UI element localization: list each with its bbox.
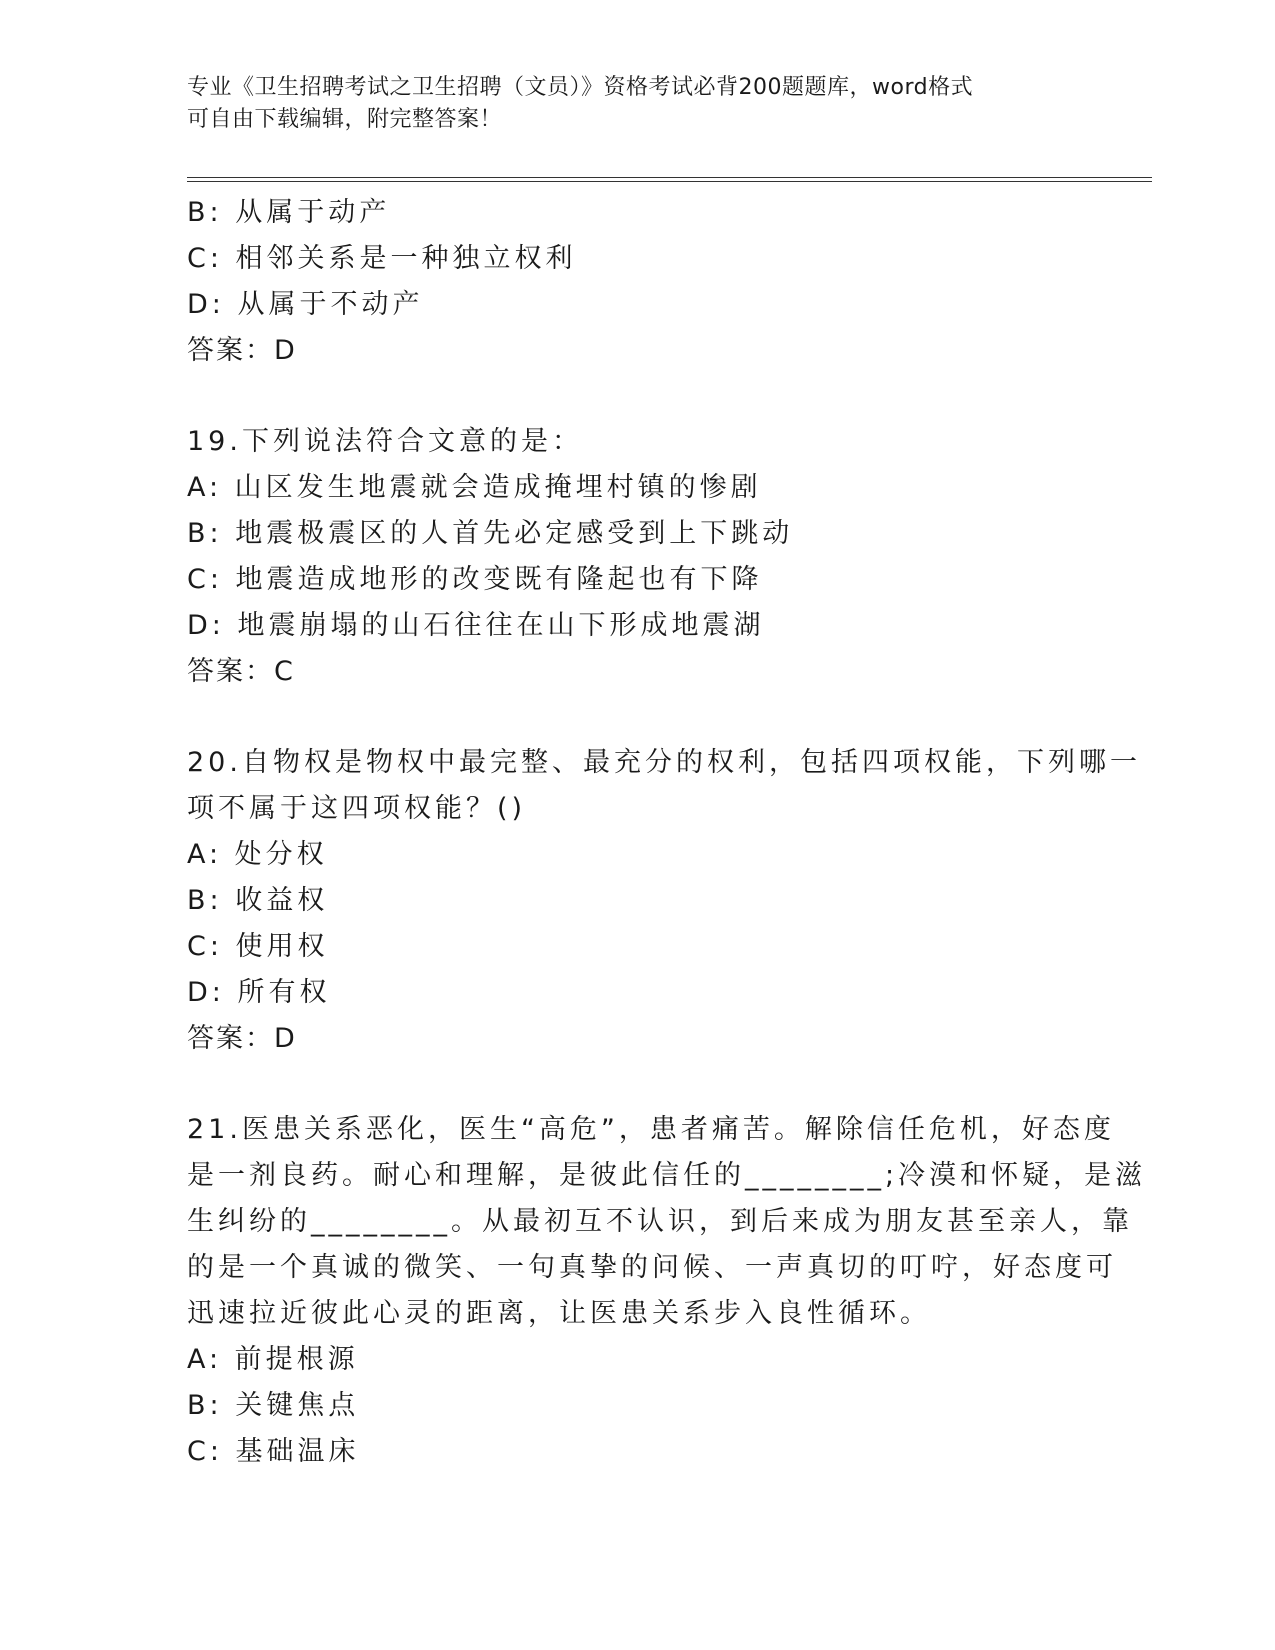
header-line: 专业《卫生招聘考试之卫生招聘（文员）》资格考试必背200题题库，word格式 bbox=[187, 75, 974, 100]
answer: 答案：D bbox=[187, 335, 297, 366]
question-21 bbox=[187, 1107, 1147, 1475]
spacer bbox=[187, 695, 1067, 740]
option-d: D: 地震崩塌的山石往往在山下形成地震湖 bbox=[187, 610, 765, 641]
document-header bbox=[187, 72, 1067, 136]
question-fragment bbox=[187, 190, 1067, 374]
option-a: A: 前提根源 bbox=[187, 1344, 359, 1375]
answer: 答案：C bbox=[187, 656, 295, 687]
option-b: B: 从属于动产 bbox=[187, 197, 391, 228]
question-stem: 项不属于这四项权能？() bbox=[187, 793, 527, 824]
question-stem: 的是一个真诚的微笑、一句真挚的问候、一声真切的叮咛，好态度可 bbox=[187, 1252, 1117, 1283]
header-divider bbox=[187, 177, 1152, 182]
question-19 bbox=[187, 419, 1067, 695]
question-list bbox=[187, 190, 1147, 1475]
question-20 bbox=[187, 740, 1141, 1062]
header-line: 可自由下载编辑，附完整答案！ bbox=[187, 107, 503, 132]
option-b: B: 收益权 bbox=[187, 885, 329, 916]
option-a: A: 处分权 bbox=[187, 839, 328, 870]
option-c: C: 地震造成地形的改变既有隆起也有下降 bbox=[187, 564, 763, 595]
option-c: C: 使用权 bbox=[187, 931, 329, 962]
option-c: C: 基础温床 bbox=[187, 1436, 360, 1467]
question-stem: 生纠纷的________。从最初互不认识，到后来成为朋友甚至亲人，靠 bbox=[187, 1206, 1133, 1237]
option-d: D: 从属于不动产 bbox=[187, 289, 424, 320]
question-stem: 21.医患关系恶化，医生“高危”，患者痛苦。解除信任危机，好态度 bbox=[187, 1114, 1115, 1145]
question-stem: 迅速拉近彼此心灵的距离，让医患关系步入良性循环。 bbox=[187, 1298, 931, 1329]
option-d: D: 所有权 bbox=[187, 977, 331, 1008]
spacer bbox=[187, 374, 1067, 419]
option-c: C: 相邻关系是一种独立权利 bbox=[187, 243, 577, 274]
question-stem: 20.自物权是物权中最完整、最充分的权利，包括四项权能，下列哪一 bbox=[187, 747, 1141, 778]
option-a: A: 山区发生地震就会造成掩埋村镇的惨剧 bbox=[187, 472, 762, 503]
option-b: B: 关键焦点 bbox=[187, 1390, 360, 1421]
question-stem: 19.下列说法符合文意的是： bbox=[187, 426, 583, 457]
question-stem: 是一剂良药。耐心和理解，是彼此信任的________;冷漠和怀疑，是滋 bbox=[187, 1160, 1147, 1191]
answer: 答案：D bbox=[187, 1023, 297, 1054]
option-b: B: 地震极震区的人首先必定感受到上下跳动 bbox=[187, 518, 794, 549]
spacer bbox=[187, 1062, 1067, 1107]
